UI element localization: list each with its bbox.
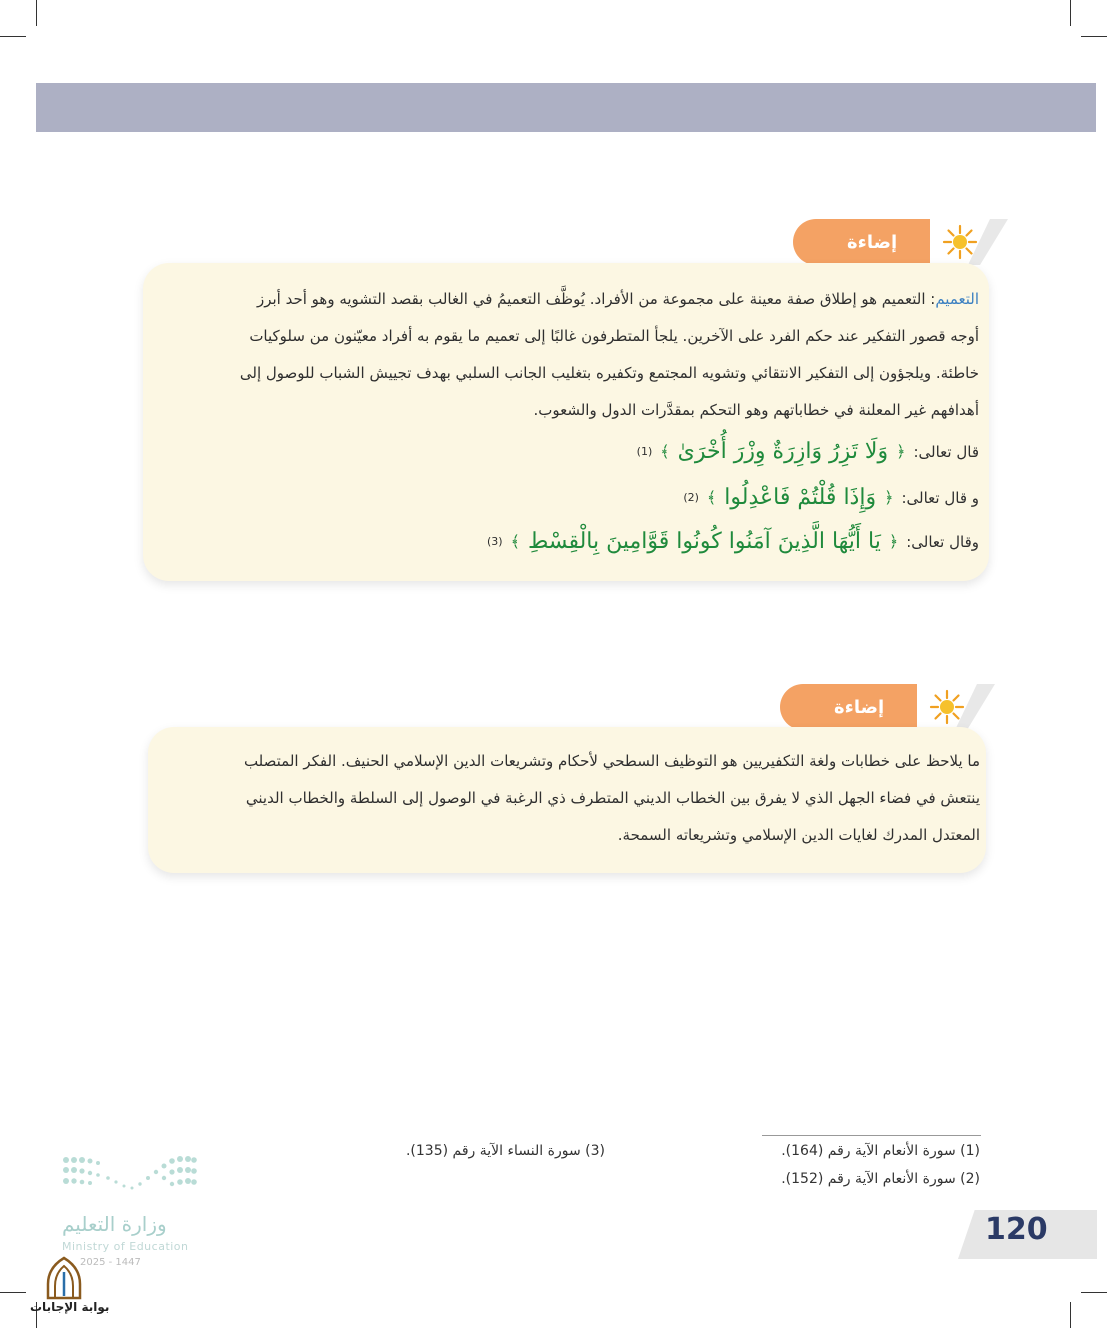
- paragraph-line: ينتعش في فضاء الجهل الذي لا يفرق بين الخطاب الديني المتطرف ذي الرغبة في الوصول إلى السلطة والخطاب الديني: [245, 789, 980, 807]
- verse-intro: وقال تعالى:: [906, 532, 979, 551]
- crop-mark: [0, 1292, 26, 1293]
- crop-mark: [1081, 36, 1107, 37]
- crop-mark: [36, 0, 37, 26]
- verse-open-ornament: ﴿: [884, 488, 894, 507]
- ministry-name-ar: وزارة التعليم: [62, 1212, 167, 1236]
- verse-line: [637, 439, 979, 464]
- verse-line: [487, 529, 979, 554]
- portal-logo-icon: [44, 1256, 84, 1300]
- verse-intro: و قال تعالى:: [901, 488, 979, 507]
- illumination-tab: [793, 219, 953, 265]
- crop-mark: [1081, 1292, 1107, 1293]
- tab-label: إضاءة: [834, 696, 885, 718]
- paragraph-line: المعتدل المدرك لغايات الدين الإسلامي وتشريعاته السمحة.: [617, 826, 980, 844]
- generalization-paragraph: [157, 281, 979, 429]
- verse-close-ornament: ﴾: [660, 442, 670, 461]
- verse-text: وَلَا تَزِرُ وَازِرَةٌ وِزْرَ أُخْرَىٰ: [677, 439, 889, 464]
- verse-text: يَا أَيُّهَا الَّذِينَ آمَنُوا كُونُوا قَوَّامِينَ بِالْقِسْطِ: [527, 529, 881, 554]
- footnote-ref: (1): [636, 445, 653, 458]
- extremism-paragraph: [158, 743, 980, 854]
- footnote-rule: [762, 1135, 981, 1136]
- header-band: [36, 83, 1096, 132]
- paragraph-line-text: : التعميم هو إطلاق صفة معينة على مجموعة من الأفراد. يُوظَّف التعميمُ في الغالب بقصد التشويه وهو أحد أبرز: [256, 290, 936, 308]
- crop-mark: [1070, 1302, 1071, 1328]
- sun-icon: [929, 689, 965, 725]
- portal-watermark: بوابة الإجابات: [30, 1300, 110, 1314]
- sun-icon: [942, 224, 978, 260]
- footnote: (2) سورة الأنعام الآية رقم (152).: [781, 1171, 980, 1187]
- verse-close-ornament: ﴾: [510, 532, 520, 551]
- ministry-logo-dots-icon: [62, 1154, 198, 1198]
- term-generalization: التعميم: [935, 290, 979, 308]
- page-number: 120: [985, 1212, 1048, 1247]
- illumination-box: [143, 263, 989, 581]
- paragraph-line: خاطئة. ويلجؤون إلى التفكير الانتقائي وتشويه المجتمع وتكفيره بتغليب الجانب السلبي بهدف تجييش الشباب للوصول إلى: [239, 364, 979, 382]
- footnote: (1) سورة الأنعام الآية رقم (164).: [781, 1143, 980, 1159]
- verse-intro: قال تعالى:: [913, 442, 979, 461]
- footnote-ref: (3): [487, 535, 503, 548]
- paragraph-line: ما يلاحظ على خطابات ولغة التكفيريين هو التوظيف السطحي لأحكام وتشريعات الدين الإسلامي الحنيف. الفكر المتصلب: [243, 752, 980, 770]
- verse-text: وَإِذَا قُلْتُمْ فَاعْدِلُوا: [724, 485, 877, 510]
- illumination-tab: [780, 684, 940, 730]
- paragraph-line: أوجه قصور التفكير عند حكم الفرد على الآخرين. يلجأ المتطرفون غالبًا إلى تعميم ما يقوم به أفراد معيّنون من سلوكيات: [249, 327, 979, 345]
- footnote-ref: (2): [683, 491, 699, 504]
- paragraph-line: [157, 281, 979, 318]
- footnote: (3) سورة النساء الآية رقم (135).: [405, 1143, 605, 1159]
- verse-close-ornament: ﴾: [706, 488, 717, 507]
- verse-line: [683, 485, 979, 510]
- paragraph-line: أهدافهم غير المعلنة في خطاباتهم وهو التحكم بمقدَّرات الدول والشعوب.: [533, 401, 979, 419]
- crop-mark: [0, 36, 26, 37]
- verse-open-ornament: ﴿: [888, 532, 899, 551]
- tab-label: إضاءة: [847, 231, 898, 253]
- illumination-box: [148, 727, 986, 873]
- ministry-year: 2025 - 1447: [80, 1257, 141, 1268]
- ministry-name-en: Ministry of Education: [62, 1240, 189, 1253]
- crop-mark: [1070, 0, 1071, 26]
- verse-open-ornament: ﴿: [896, 442, 906, 461]
